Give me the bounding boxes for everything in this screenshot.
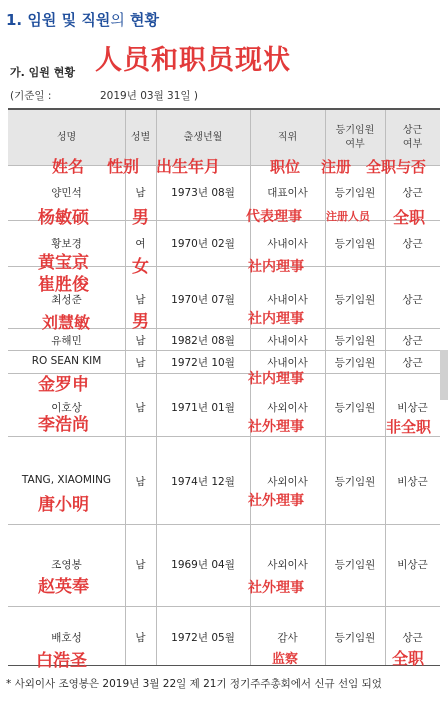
table-cell-name: TANG, XIAOMING — [21, 474, 112, 486]
table-cell-birth: 1982년 08월 — [171, 335, 235, 347]
table-cell-registered: 등기임원 — [334, 559, 376, 571]
table-cell-position: 사내이사 — [267, 294, 308, 306]
header-gender: 성별 — [130, 131, 151, 143]
overlay-title: 人员和职员现状 — [95, 45, 291, 76]
overlay-gender: 女 — [132, 257, 149, 277]
overlay-position: 社外理事 — [248, 493, 304, 509]
table-cell-gender: 남 — [135, 632, 146, 644]
table-cell-gender: 남 — [135, 402, 146, 414]
table-cell-gender: 여 — [135, 238, 146, 250]
table-cell-position: 사내이사 — [267, 335, 308, 347]
overlay-position: 社外理事 — [248, 580, 304, 596]
table-cell-fulltime: 상근 — [402, 335, 423, 347]
table-cell-registered: 등기임원 — [334, 402, 376, 414]
section-title: 1. 임원 및 직원의 현황 — [6, 11, 160, 29]
overlay-name: 刘慧敏 — [42, 313, 91, 332]
overlay-header-fulltime: 全职与否 — [366, 158, 427, 176]
table-cell-birth: 1973년 08월 — [171, 187, 235, 199]
table-cell-name: 양민석 — [51, 187, 82, 199]
table-cell-fulltime: 상근 — [402, 632, 423, 644]
overlay-header-registered: 注册 — [321, 158, 352, 176]
overlay-fulltime: 全职 — [393, 208, 426, 227]
table-cell-registered: 등기임원 — [334, 335, 376, 347]
table-cell-birth: 1970년 07월 — [171, 294, 235, 306]
table-cell-fulltime: 상근 — [402, 294, 423, 306]
table-cell-registered: 등기임원 — [334, 476, 376, 488]
table-cell-name: 배호성 — [51, 632, 82, 644]
table-cell-name: RO SEAN KIM — [31, 355, 102, 367]
overlay-fulltime: 非全职 — [386, 418, 432, 436]
table-cell-position: 사내이사 — [267, 357, 308, 369]
table-cell-gender: 남 — [135, 294, 146, 306]
overlay-header-position: 职位 — [270, 158, 301, 176]
table-cell-fulltime: 비상근 — [397, 559, 428, 571]
base-date — [10, 88, 198, 103]
header-fulltime: 상근 여부 — [402, 124, 423, 150]
table-cell-name: 조영봉 — [51, 559, 82, 571]
table-cell-name: 유해민 — [51, 335, 82, 347]
row-divider — [8, 606, 440, 607]
base-date-value: 2019년 03월 31일 ) — [100, 90, 198, 102]
overlay-header-name: 姓名 — [52, 157, 85, 176]
header-position: 직위 — [277, 131, 298, 143]
table-cell-fulltime: 비상근 — [397, 402, 428, 414]
table-cell-name: 이호상 — [51, 402, 82, 414]
table-cell-birth: 1971년 01월 — [171, 402, 235, 414]
overlay-header-birth: 出生年月 — [156, 157, 221, 176]
table-cell-registered: 등기임원 — [334, 632, 376, 644]
table-cell-fulltime: 상근 — [402, 357, 423, 369]
overlay-gender: 男 — [132, 312, 149, 332]
table-cell-name: 최성준 — [51, 294, 82, 306]
table-cell-position: 사내이사 — [267, 238, 308, 250]
header-name: 성명 — [56, 131, 77, 143]
overlay-gender: 男 — [132, 208, 149, 228]
table-cell-fulltime: 상근 — [402, 187, 423, 199]
table-cell-fulltime: 비상근 — [397, 476, 428, 488]
table-cell-gender: 남 — [135, 187, 146, 199]
table-cell-registered: 등기임원 — [334, 187, 376, 199]
overlay-registered: 注册人员 — [326, 210, 370, 223]
table-cell-registered: 등기임원 — [334, 238, 376, 250]
table-cell-position: 감사 — [277, 632, 298, 644]
table-cell-name: 황보경 — [51, 238, 82, 250]
row-divider — [8, 350, 440, 351]
scrollbar-edge — [440, 350, 448, 400]
row-divider — [8, 524, 440, 525]
overlay-position: 监察 — [272, 652, 299, 667]
overlay-position: 社内理事 — [248, 371, 304, 387]
table-cell-birth: 1974년 12월 — [171, 476, 235, 488]
table-cell-birth: 1972년 05월 — [171, 632, 235, 644]
overlay-header-gender: 性别 — [107, 157, 140, 176]
executives-table — [8, 108, 440, 671]
table-cell-position: 대표이사 — [267, 187, 308, 199]
table-cell-gender: 남 — [135, 357, 146, 369]
overlay-position: 社内理事 — [248, 311, 304, 327]
table-cell-birth: 1970년 02월 — [171, 238, 235, 250]
overlay-name: 李浩尚 — [38, 415, 89, 435]
table-cell-gender: 남 — [135, 335, 146, 347]
overlay-name: 崔胜俊 — [38, 275, 89, 295]
overlay-name: 杨敏硕 — [38, 208, 89, 228]
overlay-name: 唐小明 — [38, 495, 89, 515]
table-cell-position: 사외이사 — [267, 559, 308, 571]
base-date-label: (기준일 : — [10, 90, 52, 102]
table-cell-birth: 1969년 04월 — [171, 559, 235, 571]
table-cell-gender: 남 — [135, 559, 146, 571]
table-cell-registered: 등기임원 — [334, 294, 376, 306]
overlay-name: 黄宝京 — [38, 253, 89, 273]
overlay-name: 白浩圣 — [36, 651, 87, 671]
row-divider — [8, 436, 440, 437]
header-registered: 등기임원 여부 — [335, 124, 375, 150]
overlay-position: 代表理事 — [246, 209, 302, 225]
overlay-position: 社内理事 — [248, 259, 304, 275]
table-cell-gender: 남 — [135, 476, 146, 488]
overlay-fulltime: 全职 — [392, 649, 425, 668]
overlay-position: 社外理事 — [248, 419, 304, 435]
table-cell-fulltime: 상근 — [402, 238, 423, 250]
table-cell-registered: 등기임원 — [334, 357, 376, 369]
table-cell-position: 사외이사 — [267, 476, 308, 488]
subtitle: 가. 임원 현황 — [10, 66, 75, 79]
overlay-name: 赵英奉 — [38, 577, 89, 597]
overlay-name: 金罗申 — [38, 375, 89, 395]
footnote: * 사외이사 조영봉은 2019년 3월 22일 제 21기 정기주주총회에서 신규 선임 되었 — [6, 678, 382, 690]
table-cell-position: 사외이사 — [267, 402, 308, 414]
header-birth: 출생년월 — [183, 131, 223, 143]
table-cell-birth: 1972년 10월 — [171, 357, 235, 369]
